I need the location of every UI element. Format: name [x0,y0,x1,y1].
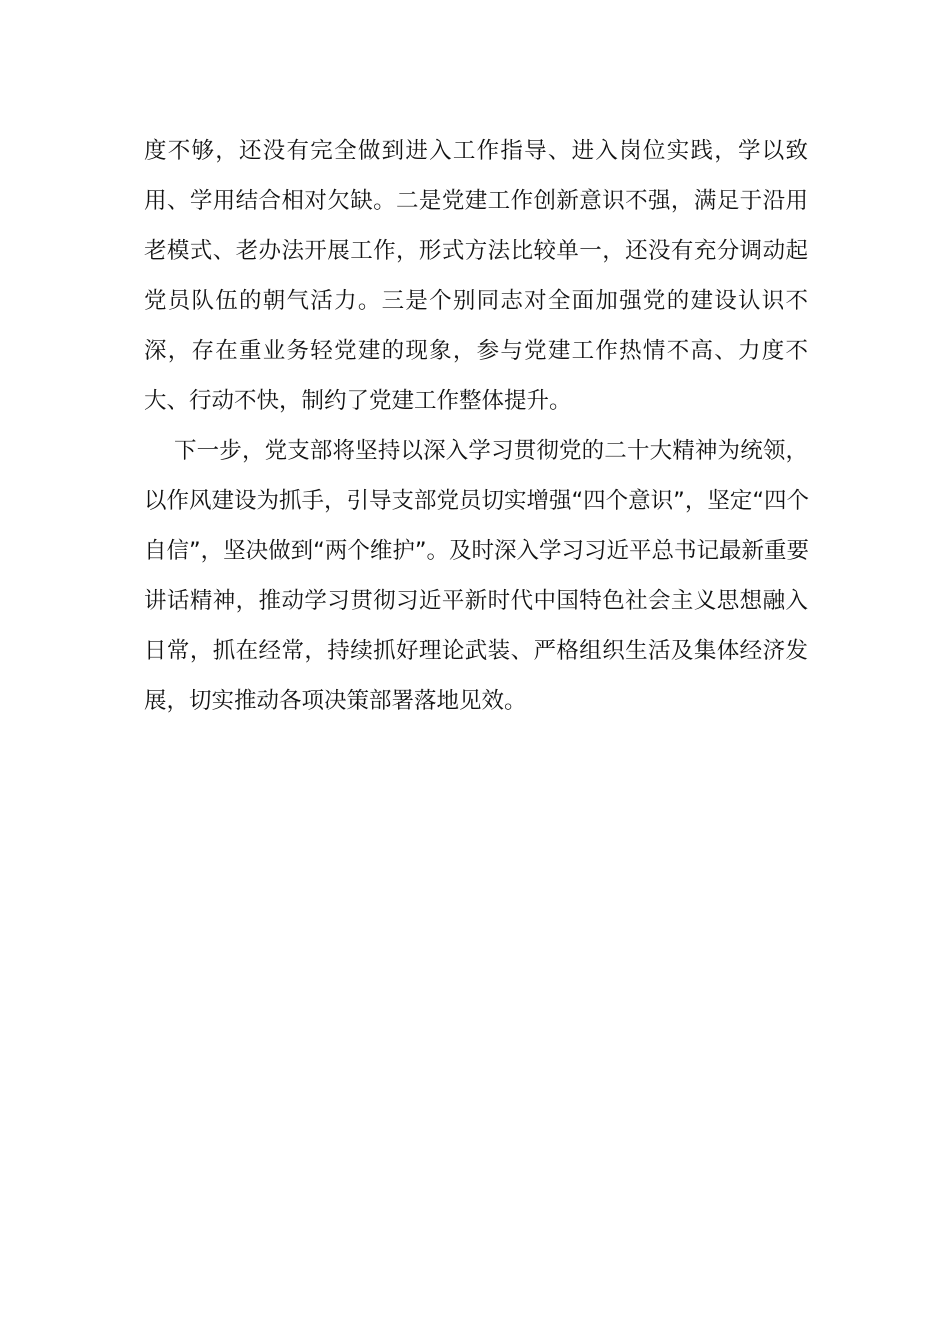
paragraph-line: 党员队伍的朝气活力。三是个别同志对全面加强党的建设认识不 [144,288,808,314]
paragraph-line: 以作风建设为抓手，引导支部党员切实增强“四个意识”，坚定“四个 [144,488,809,514]
paragraph-line: 用、学用结合相对欠缺。二是党建工作创新意识不强，满足于沿用 [144,188,808,214]
paragraph-line: 度不够，还没有完全做到进入工作指导、进入岗位实践，学以致 [144,138,808,164]
paragraph-line: 自信”，坚决做到“两个维护”。及时深入学习习近平总书记最新重要 [144,538,809,564]
paragraph-line: 深，存在重业务轻党建的现象，参与党建工作热情不高、力度不 [144,338,808,364]
paragraph-line: 老模式、老办法开展工作，形式方法比较单一，还没有充分调动起 [144,238,808,264]
paragraph-2 [144,426,808,726]
paragraph-line: 讲话精神，推动学习贯彻习近平新时代中国特色社会主义思想融入 [144,588,808,614]
paragraph-line: 下一步，党支部将坚持以深入学习贯彻党的二十大精神为统领， [174,438,808,464]
paragraph-line: 大、行动不快，制约了党建工作整体提升。 [144,388,572,414]
paragraph-line: 日常，抓在经常，持续抓好理论武装、严格组织生活及集体经济发 [144,638,808,664]
paragraph-1 [144,126,808,426]
paragraph-line: 展，切实推动各项决策部署落地见效。 [144,688,527,714]
document-body [144,126,808,726]
